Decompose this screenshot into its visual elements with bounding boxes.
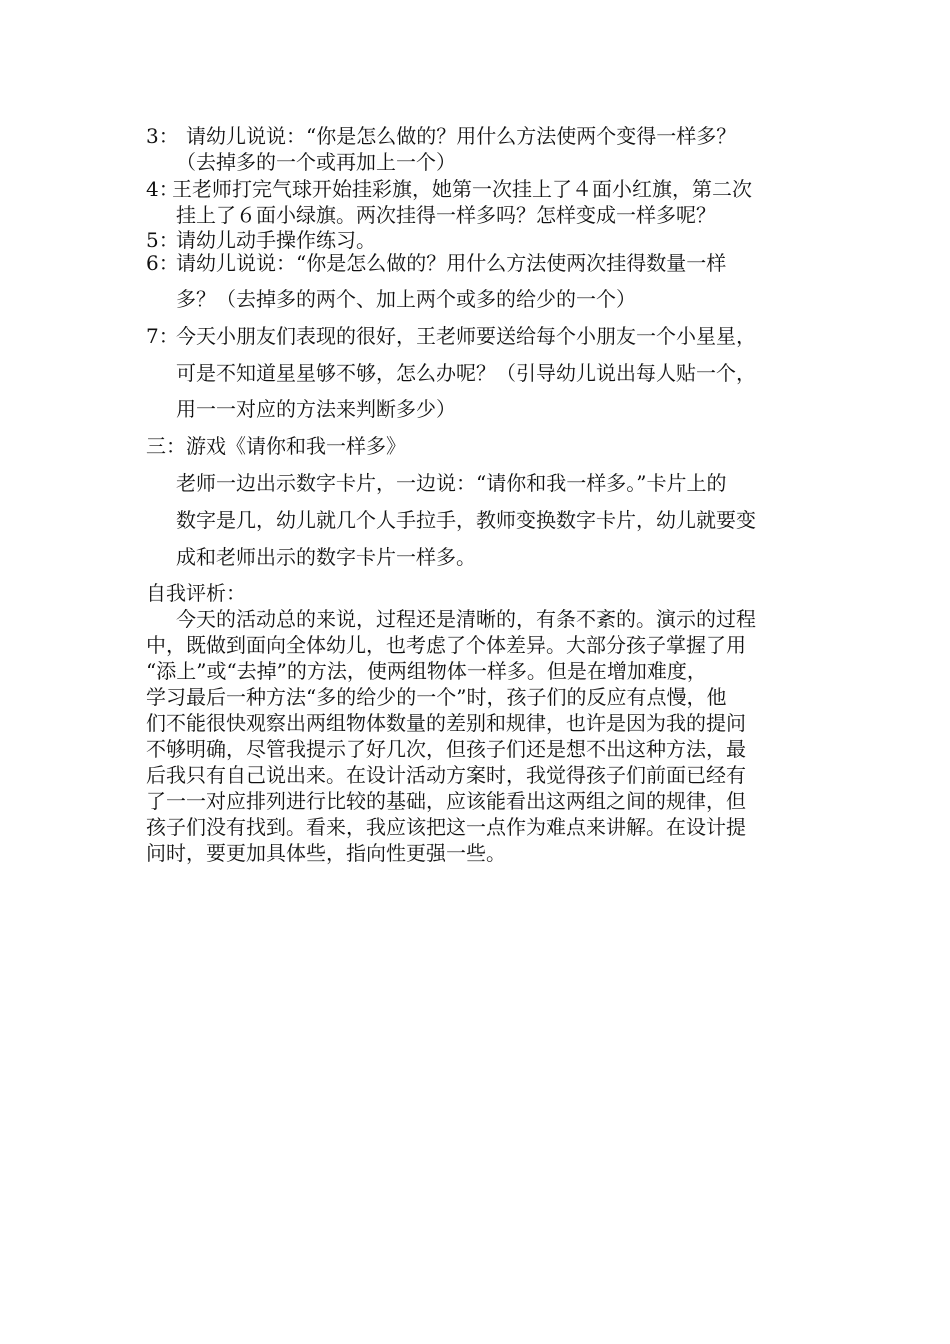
evaluation-line-5: 们不能很快观察出两组物体数量的差别和规律，也许是因为我的提问	[146, 711, 746, 735]
item-7-line-3: 用一一对应的方法来判断多少）	[176, 397, 456, 421]
item-3-number: 3：	[146, 124, 179, 148]
item-4-number: 4：	[146, 177, 179, 201]
evaluation-line-8: 了一一对应排列进行比较的基础，应该能看出这两组之间的规律，但	[146, 789, 746, 813]
evaluation-line-10: 问时，要更加具体些，指向性更强一些。	[146, 841, 506, 865]
item-6-line-1: 请幼儿说说：“你是怎么做的？用什么方法使两次挂得数量一样	[176, 251, 727, 275]
item-4-line-2: 挂上了６面小绿旗。两次挂得一样多吗？怎样变成一样多呢？	[176, 203, 716, 227]
evaluation-line-4: 学习最后一种方法“多的给少的一个”时，孩子们的反应有点慢，他	[146, 685, 727, 709]
item-7-line-2: 可是不知道星星够不够，怎么办呢？（引导幼儿说出每人贴一个，	[176, 361, 756, 385]
evaluation-line-7: 后我只有自己说出来。在设计活动方案时，我觉得孩子们前面已经有	[146, 763, 746, 787]
evaluation-line-2: 中，既做到面向全体幼儿，也考虑了个体差异。大部分孩子掌握了用	[146, 633, 746, 657]
item-7-line-1: 今天小朋友们表现的很好，王老师要送给每个小朋友一个小星星，	[176, 324, 756, 348]
item-3-line-1: 请幼儿说说：“你是怎么做的？用什么方法使两个变得一样多？	[186, 124, 737, 148]
section-3-line-1: 老师一边出示数字卡片，一边说：“请你和我一样多。”卡片上的	[176, 471, 727, 495]
section-3-line-3: 成和老师出示的数字卡片一样多。	[176, 545, 476, 569]
item-6-number: 6：	[146, 251, 179, 275]
item-5-line-1: 请幼儿动手操作练习。	[176, 228, 376, 252]
item-5-number: 5：	[146, 228, 179, 252]
item-7-number: 7：	[146, 324, 179, 348]
item-6-line-2: 多？（去掉多的两个、加上两个或多的给少的一个）	[176, 287, 636, 311]
section-3-line-2: 数字是几，幼儿就几个人手拉手，教师变换数字卡片，幼儿就要变	[176, 508, 756, 532]
evaluation-line-9: 孩子们没有找到。看来，我应该把这一点作为难点来讲解。在设计提	[146, 815, 746, 839]
evaluation-line-6: 不够明确，尽管我提示了好几次，但孩子们还是想不出这种方法，最	[146, 737, 746, 761]
item-4-line-1: 王老师打完气球开始挂彩旗，她第一次挂上了４面小红旗，第二次	[172, 177, 752, 201]
section-3-heading: 三：游戏《请你和我一样多》	[146, 434, 406, 458]
evaluation-line-1: 今天的活动总的来说，过程还是清晰的，有条不紊的。演示的过程	[176, 607, 756, 631]
evaluation-line-3: “添上”或“去掉”的方法，使两组物体一样多。但是在增加难度，	[146, 659, 707, 683]
evaluation-heading: 自我评析：	[146, 581, 246, 605]
item-3-line-2: （去掉多的一个或再加上一个）	[176, 150, 456, 174]
